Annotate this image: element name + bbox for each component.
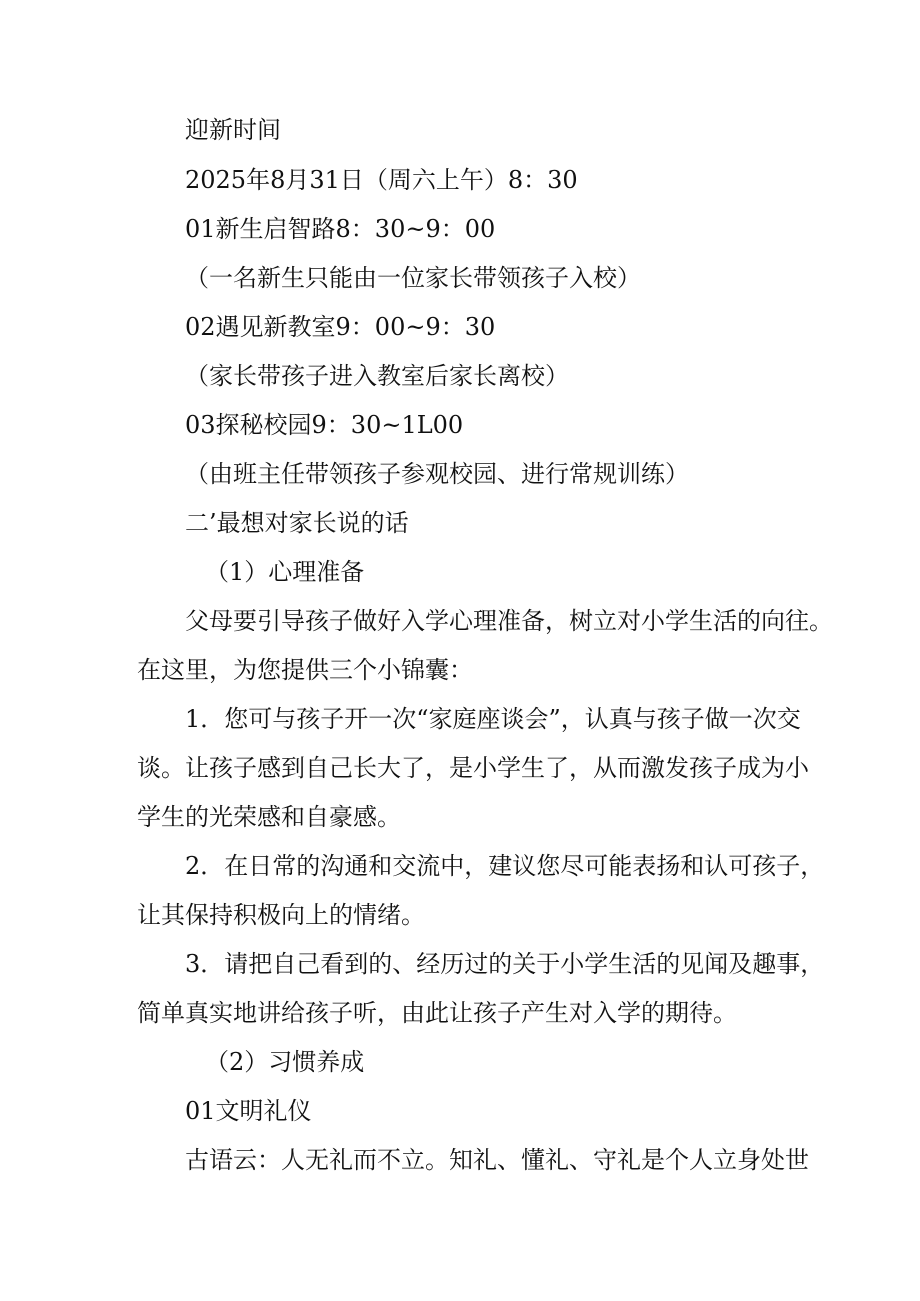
tip-2-line: 2．在日常的沟通和交流中，建议您尽可能表扬和认可孩子， — [185, 852, 825, 880]
paragraph-line: 父母要引导孩子做好入学心理准备，树立对小学生活的向往。 — [185, 607, 833, 635]
habit-item-heading: 01文明礼仪 — [185, 1097, 312, 1125]
section-heading-message-to-parents: 二’最想对家长说的话 — [185, 509, 409, 537]
paragraph-line: 在这里，为您提供三个小锦囊： — [137, 656, 473, 684]
subheading-habit-formation: （2）习惯养成 — [205, 1048, 365, 1076]
tip-1-line: 学生的光荣感和自豪感。 — [137, 803, 401, 831]
schedule-note-1: （一名新生只能由一位家长带领孩子入校） — [185, 264, 641, 292]
paragraph-line: 古语云：人无礼而不立。知礼、懂礼、守礼是个人立身处世 — [185, 1146, 809, 1174]
tip-3-line: 3．请把自己看到的、经历过的关于小学生活的见闻及趣事， — [185, 950, 825, 978]
subheading-psychological-preparation: （1）心理准备 — [205, 558, 365, 586]
tip-1-line: 谈。让孩子感到自己长大了，是小学生了，从而激发孩子成为小 — [137, 754, 809, 782]
welcome-date: 2025年8月31日（周六上午）8：30 — [185, 166, 578, 194]
schedule-note-3: （由班主任带领孩子参观校园、进行常规训练） — [185, 460, 689, 488]
section-heading-welcome-time: 迎新时间 — [185, 116, 281, 144]
schedule-note-2: （家长带孩子进入教室后家长离校） — [185, 362, 569, 390]
tip-3-line: 简单真实地讲给孩子听，由此让孩子产生对入学的期待。 — [137, 999, 737, 1027]
tip-2-line: 让其保持积极向上的情绪。 — [137, 901, 425, 929]
schedule-item-1: 01新生启智路8：30~9：00 — [185, 215, 496, 243]
schedule-item-2: 02遇见新教室9：00~9：30 — [185, 313, 496, 341]
schedule-item-3: 03探秘校园9：30~1L00 — [185, 411, 464, 439]
tip-1-line: 1．您可与孩子开一次“家庭座谈会”，认真与孩子做一次交 — [185, 705, 801, 733]
